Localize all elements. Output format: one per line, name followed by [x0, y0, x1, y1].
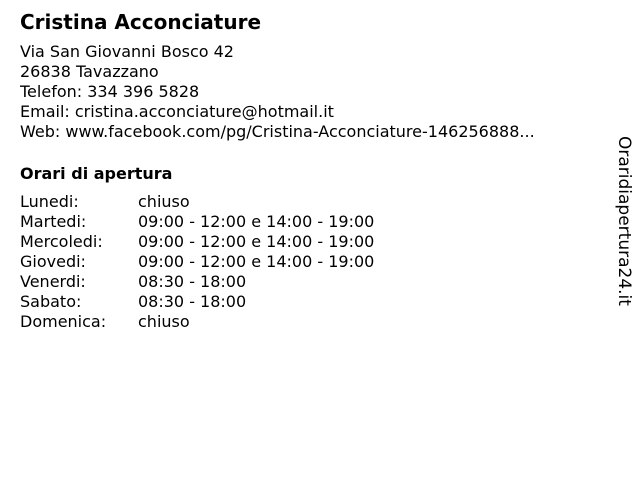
hours-day: Venerdi:: [20, 272, 86, 291]
hours-row-mercoledi: [20, 232, 610, 252]
business-name: Cristina Acconciature: [20, 10, 262, 34]
hours-day: Martedi:: [20, 212, 87, 231]
contact-block: [20, 42, 610, 142]
hours-time: chiuso: [138, 312, 190, 331]
hours-day: Giovedi:: [20, 252, 86, 271]
web-line: Web: www.facebook.com/pg/Cristina-Acconciature-146256888...: [20, 122, 535, 141]
opening-hours-table: [20, 192, 610, 332]
hours-time: 08:30 - 18:00: [138, 292, 247, 311]
email-line: Email: cristina.acconciature@hotmail.it: [20, 102, 334, 121]
watermark-text: Oraridiapertura24.it: [614, 136, 634, 306]
hours-row-venerdi: [20, 272, 610, 292]
city-line: 26838 Tavazzano: [20, 62, 159, 81]
hours-day: Domenica:: [20, 312, 107, 331]
hours-day: Lunedi:: [20, 192, 79, 211]
hours-time: 09:00 - 12:00 e 14:00 - 19:00: [138, 212, 375, 231]
hours-row-lunedi: [20, 192, 610, 212]
site-watermark: [612, 136, 636, 308]
hours-row-sabato: [20, 292, 610, 312]
hours-day: Mercoledi:: [20, 232, 103, 251]
street-address: Via San Giovanni Bosco 42: [20, 42, 234, 61]
hours-row-domenica: [20, 312, 610, 332]
hours-time: 08:30 - 18:00: [138, 272, 247, 291]
hours-row-giovedi: [20, 252, 610, 272]
hours-day: Sabato:: [20, 292, 82, 311]
hours-time: 09:00 - 12:00 e 14:00 - 19:00: [138, 232, 375, 251]
phone-line: Telefon: 334 396 5828: [20, 82, 200, 101]
hours-time: chiuso: [138, 192, 190, 211]
opening-hours-title: Orari di apertura: [20, 164, 173, 183]
business-card: [20, 10, 610, 332]
hours-row-martedi: [20, 212, 610, 232]
hours-time: 09:00 - 12:00 e 14:00 - 19:00: [138, 252, 375, 271]
